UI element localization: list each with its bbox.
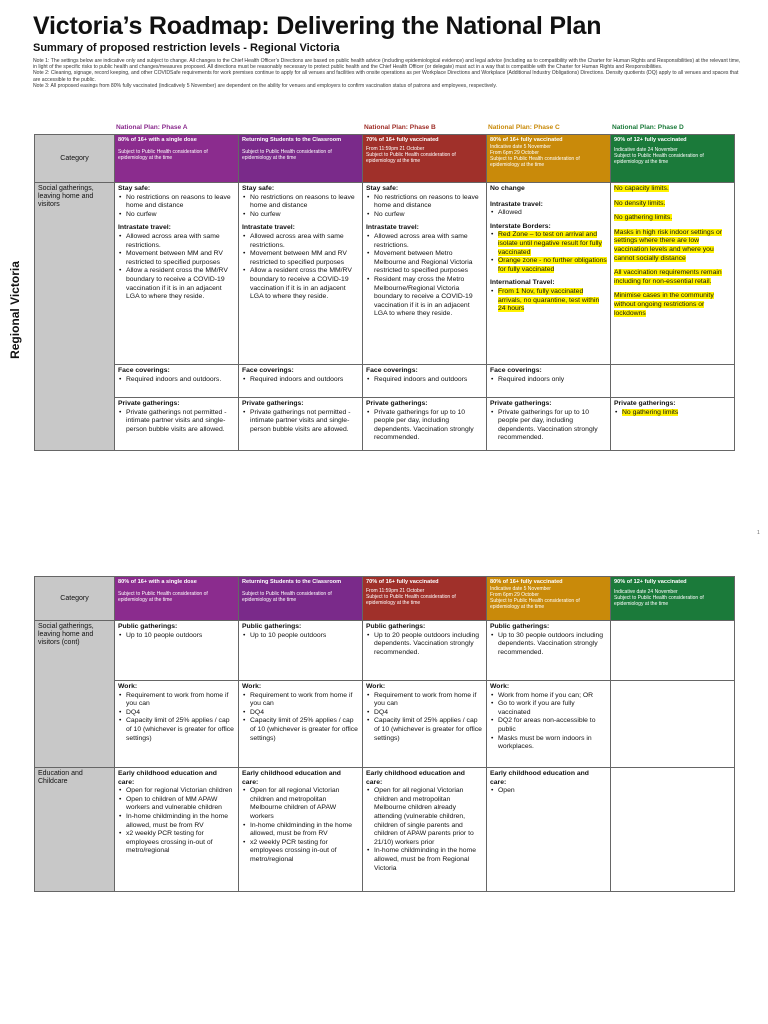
cell-d-edu <box>611 768 735 892</box>
note-1: Note 1: The settings below are indicative only and subject to change. All changes to the Chief Health Officer’s Directions are based on public health advice (including epidemiological evidence) and legal advice (including as to compatibility with the Charter for Human Rights and Responsibilities) at the relevant time, in light of the specific risks to public health and changes/measures proposed. All directions must be reasonably necessary to protect public health and the Chief Health Officer (or delegate) must act in a way that is compatible with the Charter for Human Rights and Responsibilities. <box>33 58 741 71</box>
header-col-1: 80% of 16+ with a single dose Subject to Public Health consideration of epidemiology at the time <box>115 135 239 183</box>
cell-b-edu: Early childhood education and care: • Open for all regional Victorian children and metropolitan Melbourne children already attending (vulnerable children, children of single parents and children of APAW parents prior to 21/10) workers prior • In-home childminding in the home allowed, must be from Regional Victoria <box>363 768 487 892</box>
header-row <box>35 577 735 621</box>
header-col-5: 90% of 12+ fully vaccinated Indicative date 24 November Subject to Public Health consideration of epidemiology at the time <box>611 577 735 621</box>
cell-d-face <box>611 365 735 398</box>
cell-rs-edu: Early childhood education and care: • Open for all regional Victorian children and metropolitan Melbourne children of APAW workers • In-home childminding in the home allowed, must be from RV • x2 weekly PCR testing for employees crossing in-out of metro/regional <box>239 768 363 892</box>
cell-d-work <box>611 681 735 768</box>
restrictions-table-2 <box>34 576 735 892</box>
cell-c-face: Face coverings: • Required indoors only <box>487 365 611 398</box>
restrictions-table-1 <box>34 134 735 451</box>
header-col-1: 80% of 16+ with a single dose Subject to Public Health consideration of epidemiology at the time <box>115 577 239 621</box>
cell-b-travel: Stay safe: • No restrictions on reasons to leave home and distance • No curfew Intrastate travel: • Allowed across area with same restrictions. • Movement between Metro Melbourne and Regional Victoria restricted to specified purposes • Resident may cross the Metro Melbourne/Regional Victoria boundary to receive a COVID-19 vaccination if it is in an adjacent LGA to where they reside. <box>363 183 487 365</box>
cell-b-public: Public gatherings: • Up to 20 people outdoors including dependents. Vaccination strongly recommended. <box>363 621 487 681</box>
header-col-3: 70% of 16+ fully vaccinated From 11:59pm 21 October Subject to Public Health consideration of epidemiology at the time <box>363 135 487 183</box>
page-title: Victoria’s Roadmap: Delivering the National Plan <box>33 12 602 40</box>
cell-b-face: Face coverings: • Required indoors and outdoors <box>363 365 487 398</box>
table-row <box>35 183 735 365</box>
category-social: Social gatherings, leaving home and visitors <box>35 183 115 451</box>
cell-d-travel: No capacity limits. No density limits. No gathering limits. Masks in high risk indoor settings or settings where there are low vaccination levels and where you cannot socially distance All vaccination requirements remain including for non-essential retail. Minimise cases in the community without ongoing restrictions or lockdowns <box>611 183 735 365</box>
phase-d-label: National Plan: Phase D <box>612 124 684 131</box>
page-subtitle: Summary of proposed restriction levels - Regional Victoria <box>33 42 340 54</box>
table-row <box>35 621 735 681</box>
header-col-4: 80% of 16+ fully vaccinated Indicative date 5 November From 6pm 29 October Subject to Public Health consideration of epidemiology at the time <box>487 577 611 621</box>
cell-c-private: Private gatherings: • Private gatherings for up to 10 people per day, including dependents. Vaccination strongly recommended. <box>487 398 611 451</box>
cell-c-public: Public gatherings: • Up to 30 people outdoors including dependents. Vaccination strongly recommended. <box>487 621 611 681</box>
cell-a-private: Private gatherings: • Private gatherings not permitted - intimate partner visits and single-person bubble visits are allowed. <box>115 398 239 451</box>
table-row <box>35 398 735 451</box>
header-col-2: Returning Students to the Classroom Subject to Public Health consideration of epidemiology at the time <box>239 577 363 621</box>
table-row <box>35 681 735 768</box>
header-col-4: 80% of 16+ fully vaccinated Indicative date 5 November From 6pm 29 October Subject to Public Health consideration of epidemiology at the time <box>487 135 611 183</box>
cell-c-work: Work: • Work from home if you can; OR • Go to work if you are fully vaccinated • DQ2 for areas non-accessible to public • Masks must be worn indoors in workplaces. <box>487 681 611 768</box>
cell-rs-private: Private gatherings: • Private gatherings not permitted - intimate partner visits and single-person bubble visits are allowed. <box>239 398 363 451</box>
phase-b-label: National Plan: Phase B <box>364 124 436 131</box>
notes <box>33 58 745 89</box>
category-header: Category <box>35 135 115 183</box>
cell-rs-face: Face coverings: • Required indoors and outdoors <box>239 365 363 398</box>
cell-a-face: Face coverings: • Required indoors and outdoors. <box>115 365 239 398</box>
cell-a-travel: Stay safe: • No restrictions on reasons to leave home and distance • No curfew Intrastate travel: • Allowed across area with same restrictions. • Movement between MM and RV restricted to specified purposes • Allow a resident cross the MM/RV boundary to receive a COVID-19 vaccination if it is in an adjacent LGA to where they reside. <box>115 183 239 365</box>
cell-a-work: Work: • Requirement to work from home if you can • DQ4 • Capacity limit of 25% applies / cap of 10 (whichever is greater for office settings) <box>115 681 239 768</box>
phase-c-label: National Plan: Phase C <box>488 124 560 131</box>
header-col-2: Returning Students to the Classroom Subject to Public Health consideration of epidemiology at the time <box>239 135 363 183</box>
cell-d-private: Private gatherings: • No gathering limits <box>611 398 735 451</box>
cell-rs-travel: Stay safe: • No restrictions on reasons to leave home and distance • No curfew Intrastate travel: • Allowed across area with same restrictions. • Movement between MM and RV restricted to specified purposes • Allow a resident cross the MM/RV boundary to receive a COVID-19 vaccination if it is in an adjacent LGA to where they reside. <box>239 183 363 365</box>
cell-c-edu: Early childhood education and care: • Open <box>487 768 611 892</box>
cell-b-private: Private gatherings: • Private gatherings for up to 10 people per day, including dependents. Vaccination strongly recommended. <box>363 398 487 451</box>
category-education: Education and Childcare <box>35 768 115 892</box>
side-label: Regional Victoria <box>8 261 22 359</box>
cell-b-work: Work: • Requirement to work from home if you can • DQ4 • Capacity limit of 25% applies / cap of 10 (whichever is greater for office settings) <box>363 681 487 768</box>
cell-c-travel: No change Intrastate travel: • Allowed Interstate Borders: • Red Zone – to test on arrival and isolate until negative result for fully vaccinated • Orange zone - no further obligations for fully vaccinated International Travel: • From 1 Nov, fully vaccinated arrivals, no quarantine, test within 24 hours <box>487 183 611 365</box>
header-col-3: 70% of 16+ fully vaccinated From 11:59pm 21 October Subject to Public Health consideration of epidemiology at the time <box>363 577 487 621</box>
cell-rs-work: Work: • Requirement to work from home if you can • DQ4 • Capacity limit of 25% applies / cap of 10 (whichever is greater for office settings) <box>239 681 363 768</box>
cell-d-public <box>611 621 735 681</box>
phase-a-label: National Plan: Phase A <box>116 124 188 131</box>
cell-rs-public: Public gatherings: • Up to 10 people outdoors <box>239 621 363 681</box>
note-3: Note 3: All proposed easings from 80% fully vaccinated (indicatively 5 November) are dependent on the ability for venues and employers to confirm vaccination status of patrons and employees, respectively. <box>33 82 497 89</box>
header-col-5: 90% of 12+ fully vaccinated Indicative date 24 November Subject to Public Health consideration of epidemiology at the time <box>611 135 735 183</box>
phase-labels <box>0 124 768 134</box>
table-row <box>35 365 735 398</box>
cell-a-public: Public gatherings: • Up to 10 people outdoors <box>115 621 239 681</box>
category-header: Category <box>35 577 115 621</box>
cell-a-edu: Early childhood education and care: • Open for regional Victorian children • Open to children of MM APAW workers and vulnerable children • In-home childminding in the home allowed, must be from RV • x2 weekly PCR testing for employees crossing in-out of metro/regional <box>115 768 239 892</box>
category-social-cont: Social gatherings, leaving home and visitors (cont) <box>35 621 115 768</box>
table-row <box>35 768 735 892</box>
note-2: Note 2: Cleaning, signage, record keeping, and other COVIDSafe requirements for work premises continue to apply for all venues and facilities with onsite operations as per Workplace Directions and Workplace (Additional Industry Obligations) Directions. Density quotients (DQ) apply to all venues and spaces that are accessible to the public. <box>33 70 739 83</box>
header-row <box>35 135 735 183</box>
page-number: 1 <box>757 530 760 536</box>
